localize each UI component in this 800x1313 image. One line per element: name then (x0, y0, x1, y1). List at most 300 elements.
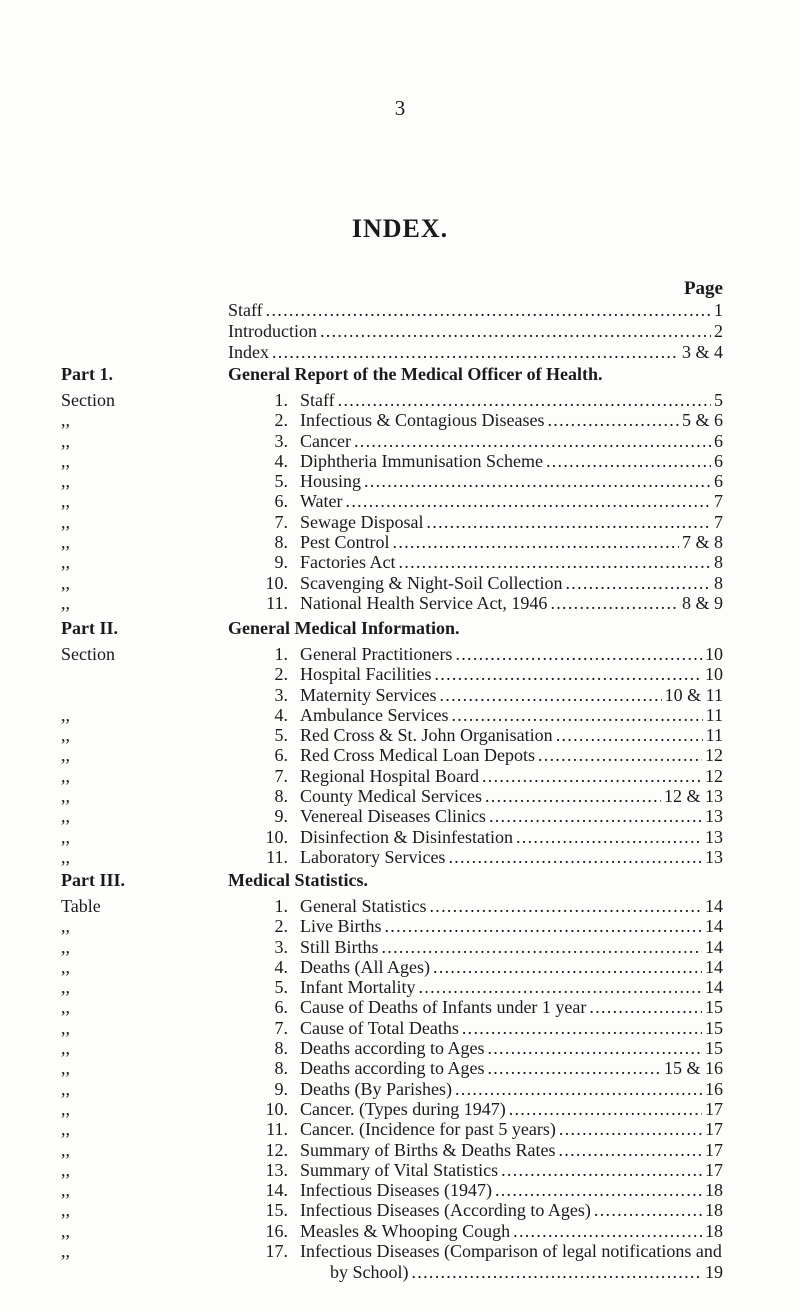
entry-number: 8. (274, 1058, 288, 1079)
index-row (300, 916, 723, 937)
entry-label: Cause of Deaths of Infants under 1 year (300, 997, 587, 1018)
index-entry (0, 1160, 800, 1180)
entry-number: 5. (274, 725, 288, 746)
dot-leader (364, 471, 711, 492)
entry-page: 12 (705, 745, 723, 766)
entry-number: 8. (274, 786, 288, 807)
entry-kind: ,, (61, 786, 70, 807)
entry-page: 11 (705, 704, 723, 725)
dot-leader (338, 390, 711, 411)
entry-number: 11. (266, 592, 288, 613)
entry-kind: ,, (61, 765, 70, 786)
index-entry (0, 705, 800, 725)
entry-kind: ,, (61, 1180, 70, 1201)
entry-page: 7 & 8 (681, 532, 723, 553)
entry-kind: ,, (61, 956, 70, 977)
front-matter-list (228, 300, 723, 363)
entry-page: 18 (705, 1180, 723, 1201)
entry-label: Factories Act (300, 552, 396, 573)
entry-label: Ambulance Services (300, 704, 449, 725)
entry-page: 12 (705, 765, 723, 786)
entry-label-continuation: by School) (330, 1262, 409, 1283)
index-entry (0, 593, 800, 613)
entry-label: Measles & Whooping Cough (300, 1220, 511, 1241)
entry-number: 9. (274, 552, 288, 573)
index-entry (0, 1018, 800, 1038)
part-1-block (0, 364, 800, 613)
entry-page: 10 (705, 664, 723, 685)
index-row (300, 1200, 723, 1221)
entry-number: 5. (274, 471, 288, 492)
index-entry (0, 997, 800, 1017)
entry-page: 3 & 4 (681, 342, 723, 362)
index-entry (0, 847, 800, 867)
entry-page: 7 (714, 511, 723, 532)
dot-leader (433, 957, 702, 978)
entry-label: Red Cross & St. John Organisation (300, 725, 553, 746)
dot-leader (558, 1140, 702, 1161)
entry-label: Laboratory Services (300, 846, 446, 867)
dot-leader (487, 1058, 661, 1079)
entry-kind: ,, (61, 552, 70, 573)
entry-page: 14 (705, 956, 723, 977)
entry-page: 11 (705, 725, 723, 746)
entry-label: Still Births (300, 936, 379, 957)
dot-leader (429, 896, 702, 917)
entry-number: 13. (265, 1159, 288, 1180)
index-row (300, 1180, 723, 1201)
entry-number: 3. (274, 936, 288, 957)
index-entry (0, 451, 800, 471)
entry-kind: ,, (61, 1241, 70, 1262)
index-row (300, 1119, 723, 1140)
entry-kind: ,, (61, 977, 70, 998)
entry-label: Index (228, 342, 269, 362)
index-entry (0, 552, 800, 572)
index-row (300, 431, 723, 452)
index-entry (0, 916, 800, 936)
entry-label: Staff (228, 300, 263, 320)
entry-kind: ,, (61, 846, 70, 867)
index-entry (0, 1221, 800, 1241)
part-heading (0, 364, 800, 390)
entry-kind: Table (61, 896, 101, 916)
entry-page: 14 (705, 896, 723, 916)
entry-page: 17 (705, 1159, 723, 1180)
index-row (300, 1160, 723, 1181)
index-entry (0, 1099, 800, 1119)
entry-label: Introduction (228, 321, 317, 341)
entry-kind: ,, (61, 410, 70, 431)
index-entry (0, 1180, 800, 1200)
dot-leader (320, 321, 711, 342)
index-entry (0, 644, 800, 664)
entry-number: 4. (274, 704, 288, 725)
entry-number: 10. (265, 826, 288, 847)
entry-number: 16. (265, 1220, 288, 1241)
entry-kind: ,, (61, 704, 70, 725)
dot-leader (412, 1262, 703, 1283)
index-entry (0, 1079, 800, 1099)
entry-label: General Statistics (300, 896, 427, 916)
index-row (300, 1241, 723, 1262)
entry-kind: ,, (61, 1058, 70, 1079)
dot-leader (546, 451, 711, 472)
entry-kind: ,, (61, 1220, 70, 1241)
entry-label: County Medical Services (300, 786, 482, 807)
index-row (300, 664, 723, 685)
entry-kind: ,, (61, 572, 70, 593)
index-row (300, 1140, 723, 1161)
entry-label: Housing (300, 471, 362, 492)
index-entry (0, 1119, 800, 1139)
entry-label: Regional Hospital Board (300, 765, 479, 786)
entry-page: 15 (705, 997, 723, 1018)
entry-label: Water (300, 491, 343, 512)
dot-leader (594, 1200, 702, 1221)
dot-leader (550, 593, 679, 614)
entry-label: Hospital Facilities (300, 664, 432, 685)
entry-label: Cancer. (Types during 1947) (300, 1098, 506, 1119)
index-row (300, 573, 723, 594)
dot-leader (556, 725, 703, 746)
index-entry (0, 1200, 800, 1220)
part-label: Part III. (61, 870, 125, 890)
entry-label: Infectious Diseases (Comparison of legal notifications and (300, 1241, 722, 1262)
entry-number: 15. (265, 1200, 288, 1221)
entry-kind: Section (61, 644, 115, 664)
entry-number: 7. (274, 1017, 288, 1038)
entry-label: Venereal Diseases Clinics (300, 806, 486, 827)
index-row (300, 644, 723, 665)
index-row (300, 786, 723, 807)
index-row (300, 745, 723, 766)
dot-leader (266, 300, 711, 321)
entry-kind: ,, (61, 1139, 70, 1160)
dot-leader (501, 1160, 702, 1181)
entry-number: 14. (265, 1180, 288, 1201)
entry-page: 13 (705, 846, 723, 867)
dot-leader (482, 766, 702, 787)
entry-label: Pest Control (300, 532, 390, 553)
index-entry (0, 1140, 800, 1160)
entry-kind: ,, (61, 532, 70, 553)
index-row (300, 957, 723, 978)
part-heading (0, 870, 800, 896)
dot-leader (434, 664, 702, 685)
part-title: Medical Statistics. (228, 870, 368, 890)
part-label: Part II. (61, 618, 118, 638)
index-row (300, 766, 723, 787)
entry-label: Cancer (300, 430, 351, 451)
index-entry (0, 937, 800, 957)
index-entry (0, 685, 800, 705)
entry-page: 18 (705, 1220, 723, 1241)
entry-kind: ,, (61, 592, 70, 613)
entry-number: 7. (274, 511, 288, 532)
entry-page: 16 (705, 1078, 723, 1099)
index-entry (0, 725, 800, 745)
index-row-continuation (330, 1262, 723, 1283)
entry-number: 1. (274, 390, 288, 410)
index-entry (0, 491, 800, 511)
dot-leader (385, 916, 703, 937)
entry-label: Infectious & Contagious Diseases (300, 410, 545, 431)
entry-kind: ,, (61, 450, 70, 471)
entry-page: 18 (705, 1200, 723, 1221)
entry-kind: ,, (61, 491, 70, 512)
entry-page: 5 & 6 (681, 410, 723, 431)
dot-leader (489, 806, 702, 827)
dot-leader (538, 745, 702, 766)
entry-page: 1 (714, 300, 723, 320)
entry-page: 14 (705, 936, 723, 957)
entry-label: General Practitioners (300, 644, 453, 664)
index-row (300, 451, 723, 472)
dot-leader (398, 552, 711, 573)
index-row (300, 552, 723, 573)
index-row (300, 806, 723, 827)
index-entry (0, 512, 800, 532)
entry-number: 11. (266, 846, 288, 867)
dot-leader (516, 827, 702, 848)
entry-kind: ,, (61, 1098, 70, 1119)
entry-page: 6 (714, 430, 723, 451)
index-row (300, 491, 723, 512)
dot-leader (455, 644, 702, 665)
index-row (300, 827, 723, 848)
entry-label: Sewage Disposal (300, 511, 424, 532)
index-row (300, 725, 723, 746)
dot-leader (346, 491, 711, 512)
entry-number: 2. (274, 664, 288, 685)
index-entry (0, 1241, 800, 1281)
entry-kind: ,, (61, 1200, 70, 1221)
entry-kind: ,, (61, 745, 70, 766)
index-entry (0, 977, 800, 997)
entry-label: Diphtheria Immunisation Scheme (300, 450, 543, 471)
index-entry (0, 532, 800, 552)
entry-number: 10. (265, 1098, 288, 1119)
index-entry (0, 957, 800, 977)
entry-number: 11. (266, 1119, 288, 1140)
entry-number: 3. (274, 430, 288, 451)
entry-number: 7. (274, 765, 288, 786)
entry-kind: ,, (61, 430, 70, 451)
entry-kind: ,, (61, 1038, 70, 1059)
index-entry (0, 664, 800, 684)
entry-page: 8 & 9 (681, 592, 723, 613)
entry-number: 5. (274, 977, 288, 998)
dot-leader (495, 1180, 702, 1201)
entry-page: 15 (705, 1017, 723, 1038)
entry-page: 10 & 11 (664, 684, 723, 705)
entry-label: Deaths according to Ages (300, 1058, 485, 1079)
entry-kind: ,, (61, 511, 70, 532)
page-column-heading: Page (683, 278, 723, 299)
entry-number: 4. (274, 956, 288, 977)
entry-page: 15 & 16 (663, 1058, 723, 1079)
index-entry (0, 786, 800, 806)
entry-number: 1. (274, 644, 288, 664)
entry-page: 17 (705, 1098, 723, 1119)
entry-number: 6. (274, 745, 288, 766)
entry-number: 4. (274, 450, 288, 471)
entry-kind: ,, (61, 997, 70, 1018)
entry-label: National Health Service Act, 1946 (300, 592, 548, 613)
entry-kind: ,, (61, 1017, 70, 1038)
entry-number: 10. (265, 572, 288, 593)
entry-number: 9. (274, 806, 288, 827)
dot-leader (513, 1221, 702, 1242)
index-row (300, 593, 723, 614)
entry-label: Disinfection & Disinfestation (300, 826, 513, 847)
index-row (300, 1058, 723, 1079)
index-row (300, 1079, 723, 1100)
dot-leader (354, 431, 711, 452)
entry-label: Deaths (All Ages) (300, 956, 430, 977)
index-row (300, 390, 723, 411)
dot-leader (382, 937, 702, 958)
entry-page: 12 & 13 (663, 786, 723, 807)
entry-number: 2. (274, 916, 288, 937)
entry-page: 13 (705, 826, 723, 847)
dot-leader (485, 786, 661, 807)
dot-leader (426, 512, 711, 533)
entry-page: 14 (705, 916, 723, 937)
entry-label: Staff (300, 390, 335, 410)
index-row (300, 997, 723, 1018)
index-row (300, 896, 723, 917)
entry-number: 6. (274, 491, 288, 512)
entry-page: 15 (705, 1038, 723, 1059)
entry-kind: ,, (61, 936, 70, 957)
entry-page: 10 (705, 644, 723, 664)
entry-label: Summary of Births & Deaths Rates (300, 1139, 556, 1160)
entry-page: 2 (714, 321, 723, 341)
index-entry (0, 410, 800, 430)
entry-page: 7 (714, 491, 723, 512)
entry-page: 6 (714, 450, 723, 471)
index-entry (0, 390, 800, 410)
entry-kind: ,, (61, 1119, 70, 1140)
dot-leader (451, 705, 702, 726)
page-number: 3 (394, 96, 406, 120)
dot-leader (487, 1038, 702, 1059)
entry-kind: ,, (61, 725, 70, 746)
entry-number: 8. (274, 1038, 288, 1059)
index-entry (0, 766, 800, 786)
index-row (300, 977, 723, 998)
entry-label: Live Births (300, 916, 382, 937)
index-row (300, 685, 723, 706)
dot-leader (547, 410, 679, 431)
index-row (300, 1099, 723, 1120)
entry-label: Deaths according to Ages (300, 1038, 485, 1059)
entry-page: 13 (705, 806, 723, 827)
dot-leader (448, 847, 702, 868)
entry-label: Deaths (By Parishes) (300, 1078, 452, 1099)
entry-page: 6 (714, 471, 723, 492)
dot-leader (559, 1119, 702, 1140)
entry-page: 17 (705, 1139, 723, 1160)
index-row (300, 471, 723, 492)
entry-label: Cancer. (Incidence for past 5 years) (300, 1119, 556, 1140)
entry-label: Summary of Vital Statistics (300, 1159, 499, 1180)
entry-kind: ,, (61, 471, 70, 492)
index-row (300, 1038, 723, 1059)
index-entry (0, 827, 800, 847)
entry-kind: ,, (61, 806, 70, 827)
index-entry (0, 745, 800, 765)
entry-label: Infectious Diseases (1947) (300, 1180, 492, 1201)
dot-leader (393, 532, 679, 553)
entry-number: 17. (265, 1241, 288, 1262)
index-entry (0, 1058, 800, 1078)
entry-page: 8 (714, 572, 723, 593)
part-label: Part 1. (61, 364, 113, 384)
index-row (300, 410, 723, 431)
entry-number: 6. (274, 997, 288, 1018)
entry-label: Red Cross Medical Loan Depots (300, 745, 535, 766)
part-title: General Medical Information. (228, 618, 460, 638)
index-row (300, 512, 723, 533)
index-entry (0, 471, 800, 491)
index-row (300, 937, 723, 958)
entry-kind: ,, (61, 1159, 70, 1180)
entry-number: 8. (274, 532, 288, 553)
entry-number: 2. (274, 410, 288, 431)
part-title: General Report of the Medical Officer of Health. (228, 364, 603, 384)
entry-number: 12. (265, 1139, 288, 1160)
entry-number: 3. (274, 684, 288, 705)
index-row (300, 847, 723, 868)
part-heading (0, 618, 800, 644)
entry-kind: ,, (61, 826, 70, 847)
entry-number: 1. (274, 896, 288, 916)
entry-kind: ,, (61, 1078, 70, 1099)
index-entry (0, 806, 800, 826)
index-row (228, 342, 723, 363)
dot-leader (509, 1099, 702, 1120)
dot-leader (418, 977, 702, 998)
index-title: INDEX. (351, 214, 449, 243)
entry-page: 8 (714, 552, 723, 573)
entry-label: Scavenging & Night-Soil Collection (300, 572, 563, 593)
dot-leader (462, 1018, 702, 1039)
dot-leader (439, 685, 661, 706)
index-row (300, 1221, 723, 1242)
entry-page: 19 (705, 1262, 723, 1283)
entry-page: 5 (714, 390, 723, 410)
index-row (300, 1018, 723, 1039)
index-entry (0, 1038, 800, 1058)
entry-number: 9. (274, 1078, 288, 1099)
index-row (228, 300, 723, 321)
dot-leader (565, 573, 711, 594)
part-2-block (0, 618, 800, 867)
entry-label: Infant Mortality (300, 977, 416, 998)
entry-kind: Section (61, 390, 115, 410)
dot-leader (272, 342, 679, 363)
index-row (300, 705, 723, 726)
index-entry (0, 896, 800, 916)
entry-page: 14 (705, 977, 723, 998)
dot-leader (589, 997, 702, 1018)
index-row (228, 321, 723, 342)
entry-label: Maternity Services (300, 684, 437, 705)
entry-label: Infectious Diseases (According to Ages) (300, 1200, 591, 1221)
